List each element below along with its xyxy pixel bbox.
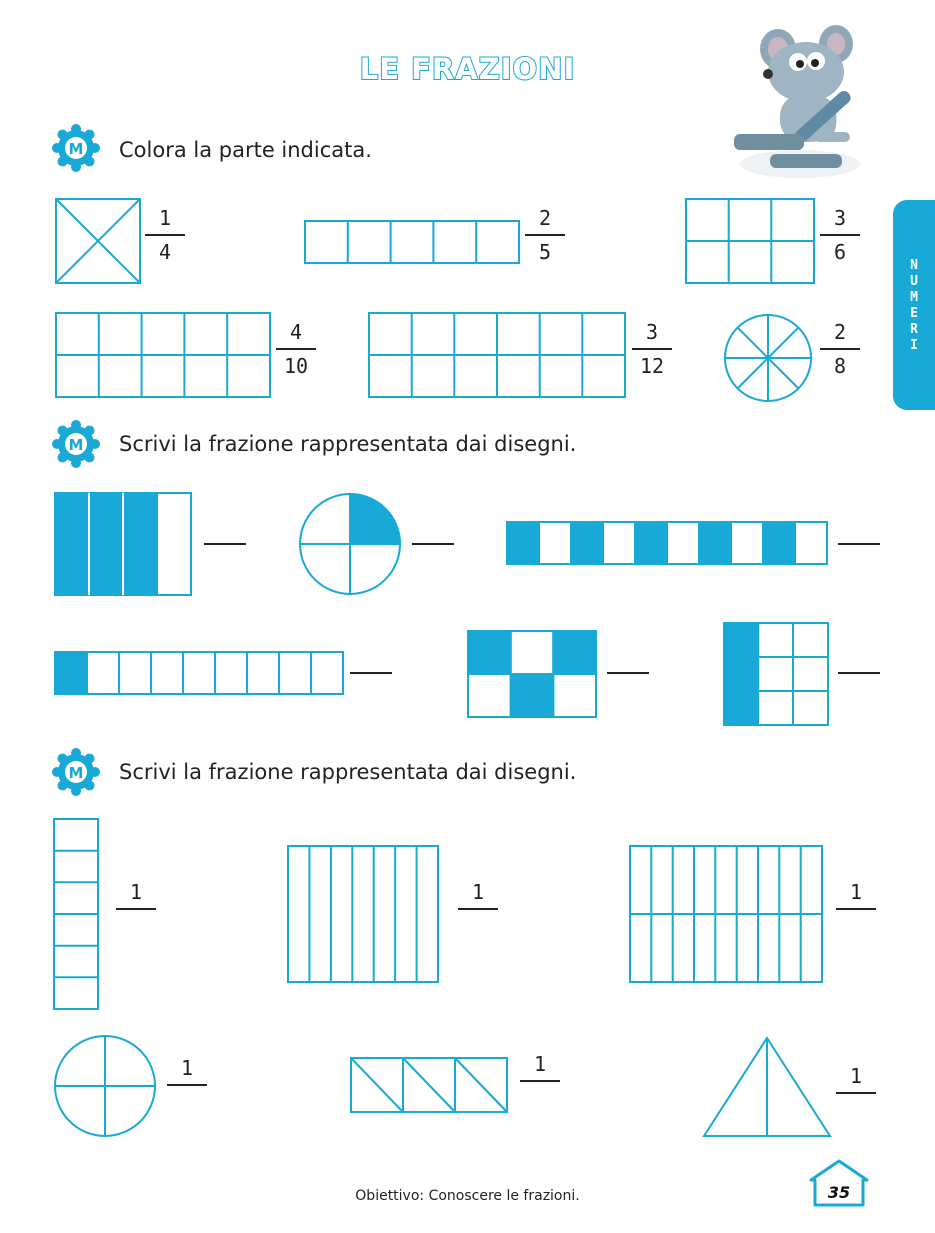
ex3-fraction [458, 878, 498, 940]
denominator-blank[interactable] [836, 912, 876, 940]
answer-blank[interactable] [204, 543, 246, 545]
ex3-fraction [520, 1050, 560, 1112]
ex3-7-columns [287, 845, 439, 983]
ex1-grid-3x2 [685, 198, 815, 284]
denominator-blank[interactable] [167, 1088, 207, 1116]
denominator: 5 [538, 240, 552, 264]
side-tab [893, 200, 935, 410]
numerator: 1 [471, 880, 485, 904]
denominator: 10 [283, 354, 309, 378]
ex2-rect-3-of-4 [54, 492, 192, 596]
page-number-house-icon [807, 1158, 871, 1208]
numerator: 1 [533, 1052, 547, 1076]
instruction-2: Scrivi la frazione rappresentata dai disegni. [119, 432, 577, 456]
footer-objective: Obiettivo: Conoscere le frazioni. [355, 1188, 580, 1204]
ex2-strip-5-of-10 [506, 521, 828, 565]
denominator: 12 [639, 354, 665, 378]
mouse-mascot-illustration [718, 14, 868, 184]
page-title: LE FRAZIONI [359, 52, 576, 86]
ex3-fraction [836, 1062, 876, 1124]
page-number: 35 [827, 1183, 851, 1202]
numerator: 1 [129, 880, 143, 904]
ex2-circle-1-of-4 [298, 492, 402, 596]
numerator: 1 [849, 1064, 863, 1088]
instruction-3: Scrivi la frazione rappresentata dai disegni. [119, 760, 577, 784]
ex1-grid-5x2 [55, 312, 271, 398]
badge-letter: M [68, 764, 84, 782]
instruction-1: Colora la parte indicata. [119, 138, 372, 162]
ex3-triangle-2 [702, 1036, 832, 1138]
ex3-fraction [167, 1054, 207, 1116]
numerator: 1 [849, 880, 863, 904]
answer-blank[interactable] [607, 672, 649, 674]
denominator-blank[interactable] [116, 912, 156, 940]
numerator: 2 [538, 206, 552, 230]
numerator: 3 [645, 320, 659, 344]
answer-blank[interactable] [412, 543, 454, 545]
ex3-grid-9x2 [629, 845, 823, 983]
section-badge-icon [52, 748, 100, 796]
section-badge-icon [52, 124, 100, 172]
section-badge-icon [52, 420, 100, 468]
ex1-fraction [820, 318, 860, 380]
ex2-grid-3-of-9 [723, 622, 829, 726]
ex1-fraction [276, 318, 316, 380]
ex1-fraction [632, 318, 672, 380]
ex3-fraction [116, 878, 156, 940]
denominator: 4 [158, 240, 172, 264]
denominator-blank[interactable] [836, 1096, 876, 1124]
numerator: 2 [833, 320, 847, 344]
ex2-grid-3-of-6 [467, 630, 597, 718]
denominator-blank[interactable] [520, 1084, 560, 1112]
answer-blank[interactable] [838, 543, 880, 545]
denominator: 6 [833, 240, 847, 264]
ex1-fraction [525, 204, 565, 266]
ex2-strip-1-of-9 [54, 651, 344, 695]
ex1-strip-5 [304, 220, 520, 264]
side-tab-label [893, 258, 935, 354]
ex3-3-squares-diagonals [350, 1057, 508, 1113]
ex1-fraction [145, 204, 185, 266]
numerator: 4 [289, 320, 303, 344]
badge-letter: M [68, 436, 84, 454]
ex1-grid-6x2 [368, 312, 626, 398]
numerator: 1 [180, 1056, 194, 1080]
numerator: 1 [158, 206, 172, 230]
ex1-square-diagonals [55, 198, 141, 284]
ex3-vertical-strip-6 [53, 818, 99, 1010]
answer-blank[interactable] [350, 672, 392, 674]
ex1-fraction [820, 204, 860, 266]
side-tab-text: NUMERI [910, 258, 918, 353]
denominator-blank[interactable] [458, 912, 498, 940]
answer-blank[interactable] [838, 672, 880, 674]
numerator: 3 [833, 206, 847, 230]
ex3-circle-4 [53, 1034, 157, 1138]
badge-letter: M [68, 140, 84, 158]
ex3-fraction [836, 878, 876, 940]
ex1-circle-8-sectors [723, 313, 813, 403]
denominator: 8 [833, 354, 847, 378]
